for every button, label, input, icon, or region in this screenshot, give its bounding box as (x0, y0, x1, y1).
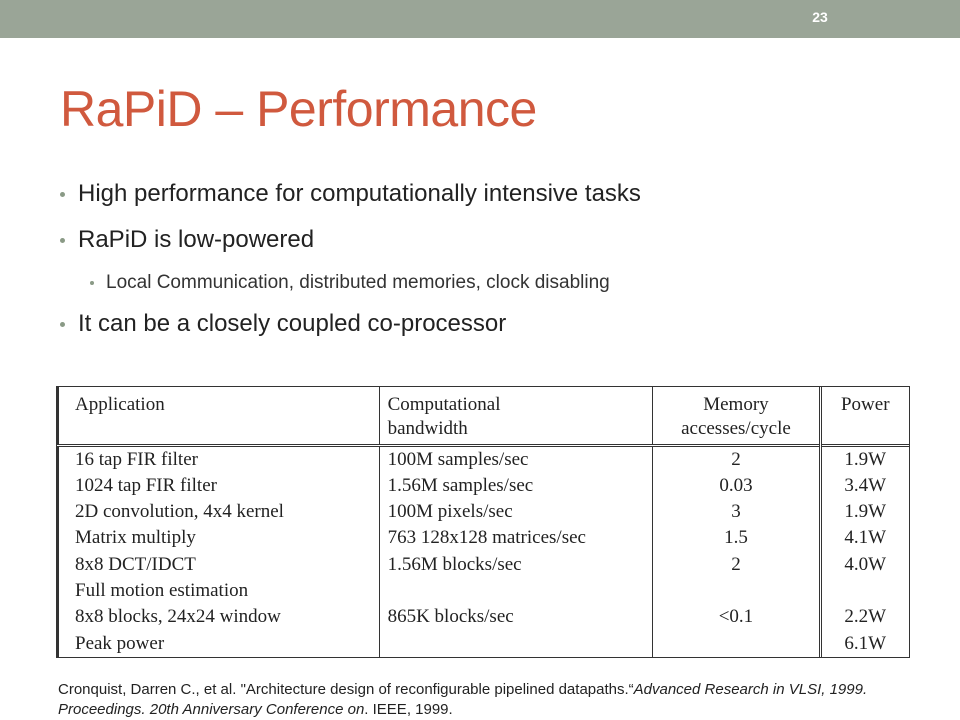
cell-memory: 2 (653, 552, 820, 578)
cell-power: 3.4W (820, 473, 909, 499)
cell-application: Full motion estimation (58, 578, 379, 604)
sub-bullet-item (58, 268, 938, 306)
cell-power: 4.0W (820, 552, 909, 578)
cell-power: 2.2W (820, 604, 909, 630)
bullet-dot-icon (60, 238, 65, 243)
table-row (58, 631, 909, 657)
sub-bullet-text: Local Communication, distributed memories, clock disabling (106, 272, 610, 293)
bullet-text: RaPiD is low-powered (78, 226, 315, 253)
header-line: Memory (703, 394, 769, 415)
cell-application: 8x8 blocks, 24x24 window (58, 604, 379, 630)
bullet-item (58, 176, 938, 222)
header-line: Computational (387, 394, 501, 415)
bullet-dot-icon (60, 322, 65, 327)
bullet-dot-icon (60, 192, 65, 197)
slide-number: 23 (812, 9, 828, 25)
cell-memory: 2 (653, 445, 820, 473)
cell-bandwidth: 1.56M blocks/sec (379, 552, 653, 578)
table-row (58, 552, 909, 578)
column-header-application: Application (58, 387, 379, 445)
cell-memory: 0.03 (653, 473, 820, 499)
bullet-list (58, 176, 938, 352)
cell-memory: <0.1 (653, 604, 820, 630)
citation-text: . IEEE, 1999. (364, 701, 453, 718)
citation (58, 680, 888, 720)
cell-application: Peak power (58, 631, 379, 657)
slide-header-bar (0, 0, 960, 38)
cell-bandwidth (379, 631, 653, 657)
table-header-row (58, 387, 909, 445)
cell-memory (653, 631, 820, 657)
table-row (58, 473, 909, 499)
cell-power: 1.9W (820, 445, 909, 473)
cell-bandwidth: 763 128x128 matrices/sec (379, 525, 653, 551)
table-row (58, 445, 909, 473)
cell-application: 8x8 DCT/IDCT (58, 552, 379, 578)
table-row (58, 578, 909, 604)
table-row (58, 604, 909, 630)
column-header-bandwidth (379, 387, 653, 445)
slide-title: RaPiD – Performance (60, 81, 537, 137)
citation-text: Cronquist, Darren C., et al. "Architecture design of reconfigurable pipelined datapaths.“ (58, 681, 634, 698)
table-row (58, 525, 909, 551)
cell-power (820, 578, 909, 604)
cell-application: 2D convolution, 4x4 kernel (58, 499, 379, 525)
cell-application: 1024 tap FIR filter (58, 473, 379, 499)
cell-application: 16 tap FIR filter (58, 445, 379, 473)
performance-table (56, 386, 910, 658)
cell-memory: 3 (653, 499, 820, 525)
column-header-power: Power (820, 387, 909, 445)
header-line: bandwidth (387, 418, 468, 439)
table-row (58, 499, 909, 525)
cell-power: 1.9W (820, 499, 909, 525)
cell-bandwidth: 865K blocks/sec (379, 604, 653, 630)
cell-bandwidth: 100M samples/sec (379, 445, 653, 473)
bullet-item (58, 306, 938, 352)
citation-venue: Advanced Research in VLSI, 1999. Proceedings. 20th Anniversary Conference on (58, 681, 868, 718)
cell-bandwidth: 100M pixels/sec (379, 499, 653, 525)
bullet-text: High performance for computationally intensive tasks (78, 180, 641, 207)
cell-application: Matrix multiply (58, 525, 379, 551)
header-line: accesses/cycle (681, 418, 791, 439)
bullet-dot-icon (90, 281, 94, 285)
cell-bandwidth (379, 578, 653, 604)
cell-bandwidth: 1.56M samples/sec (379, 473, 653, 499)
cell-power: 4.1W (820, 525, 909, 551)
bullet-item (58, 222, 938, 268)
cell-memory: 1.5 (653, 525, 820, 551)
bullet-text: It can be a closely coupled co-processor (78, 310, 507, 337)
column-header-memory (653, 387, 820, 445)
cell-power: 6.1W (820, 631, 909, 657)
cell-memory (653, 578, 820, 604)
